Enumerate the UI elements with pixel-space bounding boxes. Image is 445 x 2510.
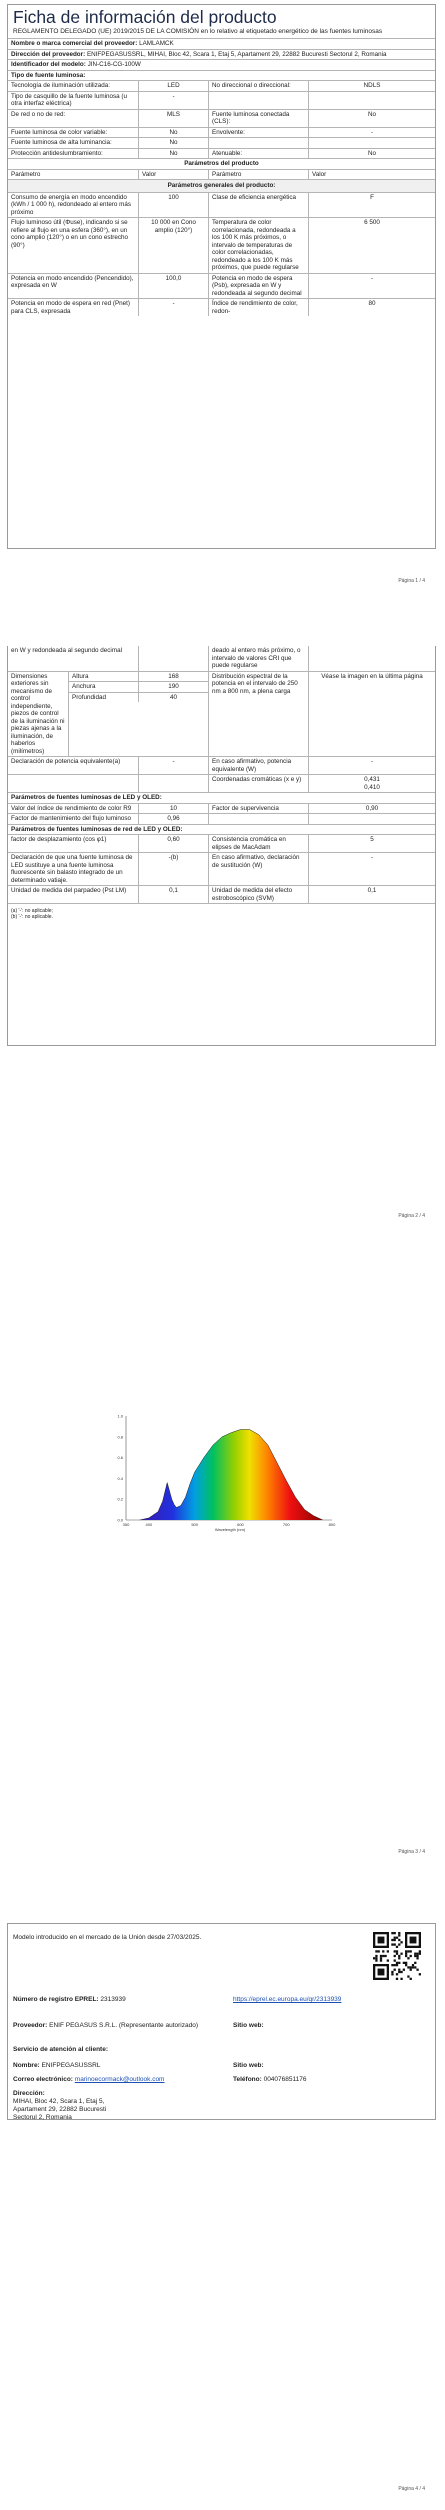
param-row: Potencia en modo de espera en red (Pnet) para CLS, expresada - Índice de rendimiento de color, redon- 80 bbox=[8, 298, 435, 316]
page-title: Ficha de información del producto bbox=[13, 7, 277, 27]
website-label-2: Sitio web: bbox=[233, 2062, 264, 2069]
page-2-frame bbox=[7, 646, 436, 1046]
spectrum-chart bbox=[100, 1408, 340, 1533]
param-row: Declaración de que una fuente luminosa de LED sustituye a una fuente luminosa fluorescente sin balasto integrado de un determinado vatiaje. -(b) En caso afirmativo, declaración de sustitución (W) - bbox=[8, 852, 435, 885]
address-label: Dirección: bbox=[13, 2090, 45, 2097]
led-section-header: Parámetros de fuentes luminosas de LED y OLED: bbox=[11, 794, 162, 801]
x-axis-label: Wavelength (nm) bbox=[214, 1527, 246, 1532]
type-row: De red o no de red: MLS Fuente luminosa conectada (CLS): No bbox=[8, 109, 435, 127]
model-identifier: JIN-C16-CG-100W bbox=[87, 61, 141, 68]
name-label: Nombre: bbox=[13, 2062, 40, 2069]
spectrum-area bbox=[140, 1430, 323, 1520]
footnote-a: (a) '-': no aplicable; bbox=[11, 908, 53, 914]
supplier-value: ENIF PEGASUS S.R.L. (Representante autorizado) bbox=[49, 2022, 198, 2029]
mains-section-header: Parámetros de fuentes luminosas de red de LED y OLED: bbox=[11, 825, 183, 833]
type-row: Fuente luminosa de alta luminancia: No bbox=[8, 137, 435, 148]
supplier-name: LAMLAMCK bbox=[139, 40, 174, 47]
chromaticity-row: Coordenadas cromáticas (x e y) 0,431 0,410 bbox=[8, 774, 435, 792]
page-1-frame bbox=[7, 4, 436, 549]
type-row: Tipo de casquillo de la fuente luminosa (u otra interfaz eléctrica) - bbox=[8, 91, 435, 109]
email-label: Correo electrónico: bbox=[13, 2076, 73, 2083]
dimensions-label: Dimensiones exteriores sin mecanismo de control independiente, piezos de control de la iluminación ni piezas ajenas a la iluminación, de haberlos (milímetros) bbox=[11, 672, 65, 755]
type-row: Tecnología de iluminación utilizada: LED No direccional o direccional: NDLS bbox=[8, 80, 435, 91]
params-header: Parámetros del producto bbox=[184, 160, 259, 167]
qr-code-icon[interactable] bbox=[373, 1932, 421, 1980]
type-row: Fuente luminosa de color variable: No Envolvente: - bbox=[8, 127, 435, 138]
param-row: factor de desplazamiento (cos φ1) 0,60 Consistencia cromática en elipses de MacAdam 5 bbox=[8, 834, 435, 852]
spectrum-svg bbox=[100, 1408, 340, 1533]
y-tick-label: 1.0 bbox=[117, 1413, 123, 1419]
model-label: Identificador del modelo: bbox=[11, 61, 86, 68]
x-tick-label: 350 bbox=[122, 1522, 130, 1527]
y-tick-label: 0.0 bbox=[117, 1517, 123, 1523]
page-4-frame bbox=[7, 1923, 436, 2120]
dimensions-row: Dimensiones exteriores sin mecanismo de control independiente, piezos de control de la iluminación ni piezas ajenas a la iluminación, de haberlos (milímetros) Altura 168 Anchura 190 Profundidad 40 Distribución espectral de la potencia en el intervalo de 250 nm a 800 nm, a plena carga Véase la imagen en la última página bbox=[8, 671, 435, 757]
param-row: Factor de mantenimiento del flujo luminoso 0,96 bbox=[8, 813, 435, 824]
param-row: Valor del índice de rendimiento de color R9 10 Factor de supervivencia 0,90 bbox=[8, 803, 435, 814]
equivalent-power-row: Declaración de potencia equivalente(a) - En caso afirmativo, potencia equivalente (W) - bbox=[8, 756, 435, 774]
page-number: Página 4 / 4 bbox=[398, 2486, 425, 2492]
phone-label: Teléfono: bbox=[233, 2076, 262, 2083]
param-row: Potencia en modo encendido (Pencendido), expresada en W 100,0 Potencia en modo de espera (Psb), expresada en W y redondeada al segundo decimal - bbox=[8, 273, 435, 299]
general-params-header: Parámetros generales del producto: bbox=[8, 180, 435, 192]
website-label: Sitio web: bbox=[233, 2022, 264, 2029]
type-row: Protección antideslumbramiento: No Atenuable: No bbox=[8, 148, 435, 159]
supplier-address: ENIFPEGASUSSRL, MIHAI, Bloc 42, Scara 1, Etaj 5, Apartament 29, 22882 Bucuresti Sectorul 2, Romania bbox=[86, 50, 387, 58]
param-row: Consumo de energía en modo encendido (kWh / 1 000 h), redondeado al entero más próximo 100 Clase de eficiencia energética F bbox=[8, 192, 435, 218]
name-value: ENIFPEGASUSSRL bbox=[41, 2062, 101, 2069]
y-tick-label: 0.8 bbox=[117, 1434, 123, 1440]
x-tick-label: 500 bbox=[191, 1522, 199, 1527]
page-number: Página 3 / 4 bbox=[398, 1849, 425, 1855]
page-number: Página 1 / 4 bbox=[398, 578, 425, 584]
eprel-number: 2313939 bbox=[100, 1996, 126, 2003]
type-section-header: Tipo de fuente luminosa: bbox=[11, 71, 86, 79]
column-header-row: Parámetro Valor Parámetro Valor bbox=[8, 169, 435, 180]
market-intro: Modelo introducido en el mercado de la Unión desde 27/03/2025. bbox=[13, 1934, 202, 1941]
supplier-label: Proveedor: bbox=[13, 2022, 48, 2029]
x-tick-label: 600 bbox=[237, 1522, 244, 1527]
eprel-link[interactable]: https://eprel.ec.europa.eu/qr/2313939 bbox=[233, 1996, 342, 2003]
address-value: MIHAI, Bloc 42, Scara 1, Etaj 5, Apartament 29, 22882 Bucuresti Sectorul 2, Romania bbox=[13, 2098, 107, 2121]
supplier-address-label: Dirección del proveedor: bbox=[11, 50, 86, 58]
param-row-continued: en W y redondeada al segundo decimal deado al entero más próximo, o intervalo de valores CRI que puede regularse bbox=[8, 646, 435, 671]
email-link[interactable]: marinoecormack@outlook.com bbox=[74, 2076, 165, 2083]
phone-value: 004076851176 bbox=[263, 2076, 307, 2083]
service-header: Servicio de atención al cliente: bbox=[13, 2046, 109, 2053]
param-row: Unidad de medida del parpadeo (Pst LM) 0,1 Unidad de medida del efecto estroboscópico (SVM) 0,1 bbox=[8, 885, 435, 903]
supplier-name-label: Nombre o marca comercial del proveedor: bbox=[11, 40, 138, 47]
footnote-b: (b) '-': no aplicable. bbox=[11, 914, 53, 920]
page-number: Página 2 / 4 bbox=[398, 1213, 425, 1219]
page-subtitle: REGLAMENTO DELEGADO (UE) 2019/2015 DE LA COMISIÓN en lo relativo al etiquetado energético de las fuentes luminosas bbox=[13, 28, 383, 35]
x-tick-label: 800 bbox=[328, 1522, 336, 1527]
y-tick-label: 0.6 bbox=[117, 1455, 123, 1461]
y-tick-label: 0.4 bbox=[117, 1475, 123, 1481]
eprel-label: Número de registro EPREL: bbox=[13, 1996, 99, 2003]
param-row: Flujo luminoso útil (Φuse), indicando si se refiere al flujo en una esfera (360°), en un cono amplio (120°) o en un cono estrecho (90°) 10 000 en Cono amplio (120°) Temperatura de color correlacionada, redondeada a los 100 K más próximos, o intervalo de temperaturas de color correlacionadas, redondeado a los 100 K más próximos, que puede regularse 6 500 bbox=[8, 217, 435, 273]
x-tick-label: 400 bbox=[145, 1522, 153, 1527]
y-tick-label: 0.2 bbox=[117, 1496, 123, 1502]
x-tick-label: 700 bbox=[282, 1522, 290, 1527]
